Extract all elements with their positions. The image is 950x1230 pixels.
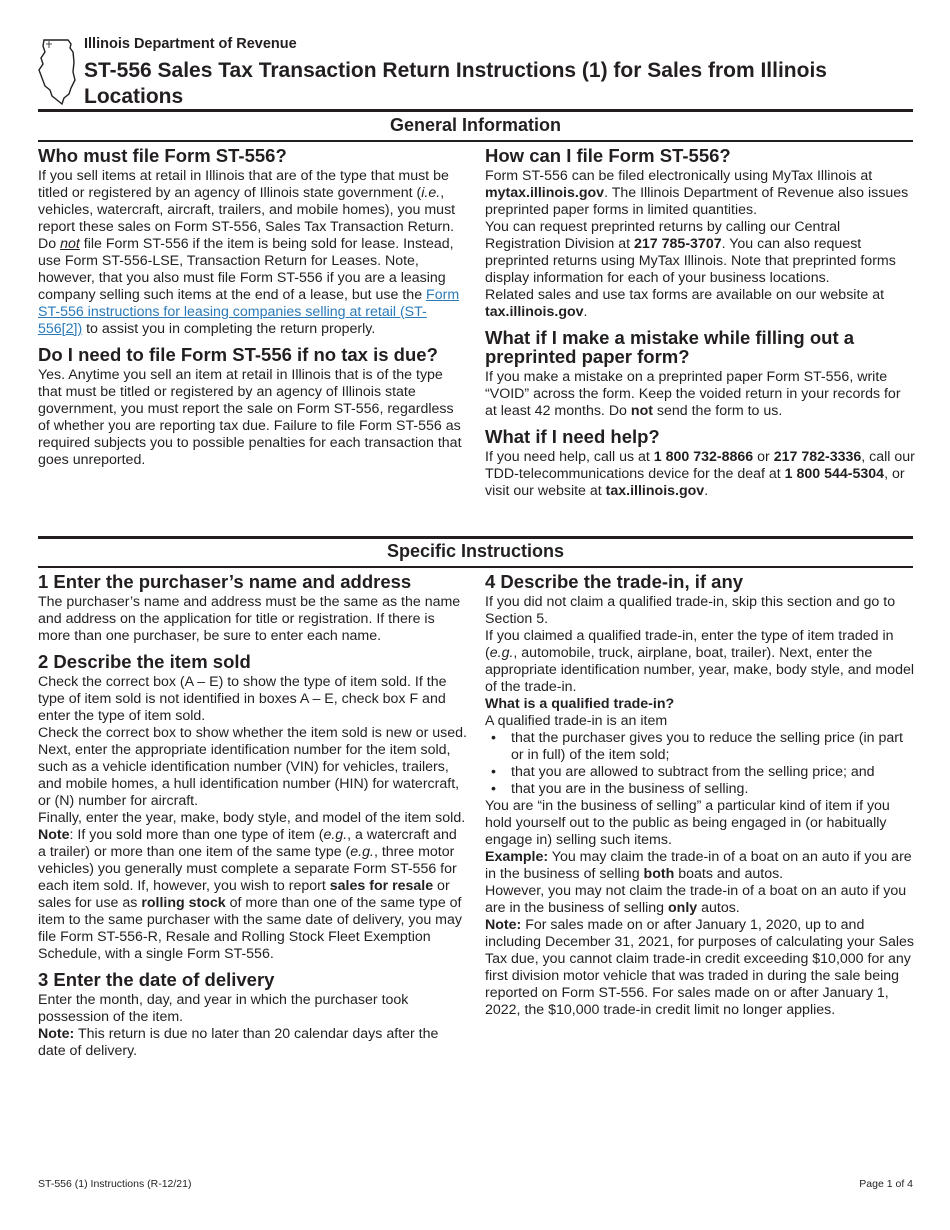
list-item: • that you are in the business of selling. — [491, 781, 915, 798]
page-title: ST-556 Sales Tax Transaction Return Instructions (1) for Sales from Illinois Locations — [84, 59, 827, 108]
need-help-text: If you need help, call us at 1 800 732-8866 or 217 782-3336, call our TDD-telecommunications device for the deaf at 1 800 544-5304, or visit our website at tax.illinois.gov. — [485, 449, 915, 499]
no-tax-due-heading: Do I need to file Form ST-556 if no tax is due? — [38, 344, 438, 365]
document-header — [38, 32, 913, 112]
illinois-state-outline-icon — [38, 36, 78, 106]
divider — [38, 109, 913, 112]
general-left-column — [38, 146, 468, 469]
list-item: • that you are allowed to subtract from the selling price; and — [491, 764, 915, 781]
section-3-note: Note: This return is due no later than 20 calendar days after the date of delivery. — [38, 1026, 439, 1059]
agency-name: Illinois Department of Revenue — [84, 36, 297, 52]
general-right-column: How can I file Form ST-556? Form ST-556 can be filed electronically using MyTax Illinois at mytax.illinois.gov. The Illinois Department of Revenue also issues preprinted paper forms in limited quantities. You can request preprinted returns by calling our Central Registration Division at 217 785-3707. You can also request preprinted returns using MyTax Illinois. Note that preprinted forms display information for each of your business locations. Related sales and use tax forms are available on our website at tax.illinois.gov. What if I make a mistake while filling out a preprinted paper form? If you make a mistake on a preprinted paper Form ST-556, write “VOID” across the form. Keep the voided return in your records for at least 42 months. Do not send the form to us. What if I need help? If you need help, call us at 1 800 732-8866 or 217 782-3336, call our TDD-telecommunications device for the deaf at 1 800 544-5304, or visit our website at tax.illinois.gov. — [485, 145, 915, 499]
section-3-heading: 3 Enter the date of delivery — [38, 969, 275, 990]
divider — [38, 566, 913, 568]
list-item: • that the purchaser gives you to reduce the selling price (in part or in full) of the item sold; — [491, 730, 915, 764]
who-must-file-heading: Who must file Form ST-556? — [38, 145, 287, 166]
no-tax-due-text: Yes. Anytime you sell an item at retail in Illinois that is of the type that must be titled or registered by an agency of Illinois state government, you must report the sale on Form ST-556, regardless of whether you are reporting tax due. Failure to file Form ST-556 as required subjects you to possible penalties for each transaction that goes unreported. — [38, 367, 462, 468]
specific-instructions-heading: Specific Instructions — [386, 541, 565, 561]
divider — [38, 140, 913, 142]
specific-left-column: 1 Enter the purchaser’s name and address The purchaser’s name and address must be the same as the name and address on the application for title or registration. If there is more than one purchaser, be sure to enter each name. 2 Describe the item sold Check the correct box (A – E) to show the type of item sold. If the type of item sold is not identified in boxes A – E, check box F and enter the type of item sold. Check the correct box to show whether the item sold is new or used. Next, enter the appropriate identification number for the item sold, such as a vehicle identification number (VIN) for vehicles, trailers, and mobile homes, a hull identification number (HIN) for watercraft, or (N) number for aircraft. Finally, enter the year, make, body style, and model of the item sold. Note: If you sold more than one type of item (e.g., a watercraft and a trailer) or more than one item of the same type (e.g., three motor vehicles) you generally must complete a separate Form ST-556 for each item sold. If, however, you wish to report sales for resale or sales for use as rolling stock of more than one of the same type of item to the same purchaser with the same date of delivery, you may file Form ST-556-R, Resale and Rolling Stock Fleet Exemption Schedule, with a single Form ST-556. 3 Enter the date of delivery Enter the month, day, and year in which the purchaser took possession of the item. Note: This return is due no later than 20 calendar days after the date of delivery. — [38, 571, 467, 1059]
general-information-heading: General Information — [389, 115, 562, 135]
section-2-heading: 2 Describe the item sold — [38, 651, 251, 672]
how-to-file-text: Form ST-556 can be filed electronically using MyTax Illinois at mytax.illinois.gov. The Illinois Department of Revenue also issues preprinted paper forms in limited quantities. — [485, 168, 909, 218]
specific-right-column: 4 Describe the trade-in, if any If you did not claim a qualified trade-in, skip this section and go to Section 5. If you claimed a qualified trade-in, enter the type of item traded in (e.g., automobile, truck, airplane, boat, trailer). Next, enter the appropriate identification number, year, make, body style, and model of the trade-in. What is a qualified trade-in? A qualified trade-in is an item • that the purchaser gives you to reduce the selling price (in part or in full) of the item sold; • that you are allowed to subtract from the selling price; and • that you are in the business of selling. You are “in the business of selling” a particular kind of item if you hold yourself out to the public as being engaged in (or habitually engage in) selling such items. Example: You may claim the trade-in of a boat on an auto if you are in the business of selling both boats and autos. However, you may not claim the trade-in of a boat on an auto if you are in the business of selling only autos. Note: For sales made on or after January 1, 2020, up to and including December 31, 2021, for purposes of calculating your Sales Tax due, you cannot claim trade-in credit exceeding $10,000 for any first division motor vehicle that was traded in during the sale being reported on Form ST-556. For sales made on or after January 1, 2022, the $10,000 trade-in credit limit no longer applies. — [485, 572, 915, 1019]
need-help-heading: What if I need help? — [485, 426, 660, 447]
leasing-instructions-link[interactable]: Form ST-556 instructions for leasing companies selling at retail (ST-556[2]) — [38, 287, 460, 337]
who-must-file-text: If you sell items at retail in Illinois that are of the type that must be titled or registered by an agency of Illinois state government (i.e., vehicles, watercraft, aircraft, trailers, and mobile homes), you must report these sales on Form ST-556, Sales Tax Transaction Return. Do not file Form ST-556 if the item is being sold for lease. Instead, use Form ST-556-LSE, Transaction Return for Leases. Note, however, that you also must file Form ST-556 if you are a leasing company selling such items at the end of a lease, but use the Form ST-556 instructions for leasing companies selling at retail (ST-556[2]) to assist you in completing the return properly. — [38, 168, 460, 337]
section-4-heading: 4 Describe the trade-in, if any — [485, 571, 744, 592]
mistake-text: If you make a mistake on a preprinted paper Form ST-556, write “VOID” across the form. Keep the voided return in your records for at least 42 months. Do not send the form to us. — [485, 369, 901, 419]
section-1-heading: 1 Enter the purchaser’s name and address — [38, 571, 412, 592]
qualified-trade-in-subheading: What is a qualified trade-in? — [485, 696, 675, 712]
trade-in-example: Example: You may claim the trade-in of a boat on an auto if you are in the business of selling both boats and autos. — [485, 849, 912, 882]
how-to-file-heading: How can I file Form ST-556? — [485, 145, 731, 166]
section-4-note: Note: For sales made on or after January 1, 2020, up to and including December 31, 2021, for purposes of calculating your Sales Tax due, you cannot claim trade-in credit exceeding $10,000 for any first division motor vehicle that was traded in during the sale being reported on Form ST-556. For sales made on or after January 1, 2022, the $10,000 trade-in credit limit no longer applies. — [485, 917, 915, 1018]
divider — [38, 536, 913, 539]
section-1-text: The purchaser’s name and address must be the same as the name and address on the application for title or registration. If there is more than one purchaser, be sure to enter each name. — [38, 594, 461, 644]
form-revision: ST-556 (1) Instructions (R-12/21) — [38, 1178, 192, 1190]
page-number: Page 1 of 4 — [859, 1178, 913, 1190]
mistake-heading: What if I make a mistake while filling out a preprinted paper form? — [485, 327, 855, 367]
trade-in-criteria-list — [485, 730, 915, 798]
section-2-note: Note: If you sold more than one type of item (e.g., a watercraft and a trailer) or more than one item of the same type (e.g., three motor vehicles) you generally must complete a separate Form ST-556 for each item sold. If, however, you wish to report sales for resale or sales for use as rolling stock of more than one of the same type of item to the same purchaser with the same date of delivery, you may file Form ST-556-R, Resale and Rolling Stock Fleet Exemption Schedule, with a single Form ST-556. — [38, 827, 462, 962]
